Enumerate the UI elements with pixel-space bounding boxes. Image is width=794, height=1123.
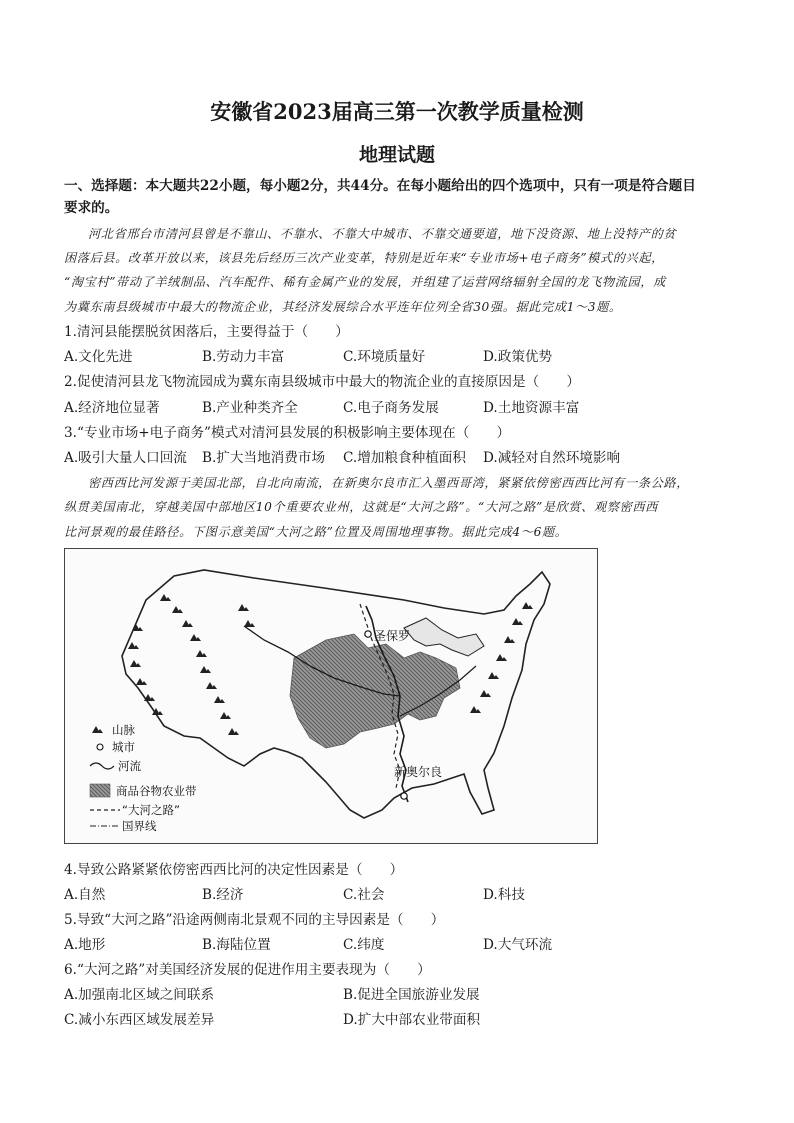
legend-label-grain-belt: 商品谷物农业带 [116,784,197,798]
question-2-option-a: A.经济地位显著 [64,400,160,416]
question-3-option-b: B.扩大当地消费市场 [202,450,326,466]
question-2-stem: 2.促使清河县龙飞物流园成为冀东南县级城市中最大的物流企业的直接原因是（ ） [64,374,580,390]
question-3-option-d: D.减轻对自然环境影响 [483,450,621,466]
grain-belt-icon [90,784,110,797]
legend-label-border: 国界线 [122,819,157,833]
city-icon [97,744,103,750]
passage1-line: 河北省邢台市清河县曾是不靠山、不靠水、不靠大中城市、不靠交通要道，地下没资源、地上没特产的贫 [88,227,677,241]
passage1-line: 为冀东南县级城市中最大的物流企业，其经济发展综合水平连年位列全省30强。据此完成1～3题。 [64,300,622,314]
question-4-option-c: C.社会 [343,887,385,903]
question-5-option-b: B.海陆位置 [202,937,271,953]
legend-label-mountain: 山脉 [112,723,135,737]
legend-label-road: “大河之路” [122,803,180,817]
question-6-stem: 6.“大河之路”对美国经济发展的促进作用主要表现为（ ） [64,962,431,978]
city-marker-new-orleans [401,793,407,799]
usa-river-road-map [64,548,598,844]
passage2-line: 纵贯美国南北，穿越美国中部地区10个重要农业州，这就是“大河之路”。“大河之路”是欣赏、观察密西西 [64,500,658,514]
question-5-option-d: D.大气环流 [483,937,553,953]
passage2-line: 密西西比河发源于美国北部，自北向南流，在新奥尔良市汇入墨西哥湾，紧紧依傍密西西比河有一条公路， [88,476,690,490]
legend-label-city: 城市 [112,740,135,754]
question-1-option-a: A.文化先进 [64,349,133,365]
exam-subtitle: 地理试题 [358,144,435,166]
question-1-option-d: D.政策优势 [483,349,553,365]
question-4-option-d: D.科技 [483,887,525,903]
question-5-option-a: A.地形 [64,937,106,953]
question-5-option-c: C.纬度 [343,937,385,953]
question-1-stem: 1.清河县能摆脱贫困落后，主要得益于（ ） [64,324,349,340]
section-heading-line1: 一、选择题：本大题共22小题，每小题2分，共44分。在每小题给出的四个选项中，只有一项是符合题目 [64,178,696,194]
question-2-option-d: D.土地资源丰富 [483,400,580,416]
question-2-option-c: C.电子商务发展 [343,400,439,416]
question-3-option-c: C.增加粮食种植面积 [343,450,466,466]
question-3-option-a: A.吸引大量人口回流 [64,450,187,466]
question-1-option-c: C.环境质量好 [343,349,426,365]
question-6-option-b: B.促进全国旅游业发展 [343,987,480,1003]
city-marker-saint-paul [365,631,371,637]
question-1-option-b: B.劳动力丰富 [202,349,285,365]
question-6-option-a: A.加强南北区域之间联系 [64,987,215,1003]
section-heading-line2: 要求的。 [64,200,119,216]
passage2-line: 比河景观的最佳路径。下图示意美国“大河之路”位置及周围地理事物。据此完成4～6题。 [64,525,568,539]
city-label-saint-paul: 圣保罗 [374,629,411,643]
question-4-option-b: B.经济 [202,887,244,903]
question-4-stem: 4.导致公路紧紧依傍密西西比河的决定性因素是（ ） [64,862,404,878]
legend-label-river: 河流 [118,759,141,773]
passage1-line: “淘宝村”带动了羊绒制品、汽车配件、稀有金属产业的发展，并组建了运营网络辐射全国的龙飞物流园，成 [64,275,666,289]
question-5-stem: 5.导致“大河之路”沿途两侧南北景观不同的主导因素是（ ） [64,912,445,928]
city-label-new-orleans: 新奥尔良 [394,765,443,779]
question-2-option-b: B.产业种类齐全 [202,400,298,416]
question-6-option-c: C.减小东西区域发展差异 [64,1012,215,1028]
passage1-line: 困落后县。改革开放以来，该县先后经历三次产业变革，特别是近年来“专业市场+电子商务”模式的兴起， [64,251,664,265]
question-6-option-d: D.扩大中部农业带面积 [343,1012,481,1028]
question-4-option-a: A.自然 [64,887,106,903]
exam-title: 安徽省2023届高三第一次教学质量检测 [210,99,584,124]
question-3-stem: 3.“专业市场+电子商务”模式对清河县发展的积极影响主要体现在（ ） [64,425,511,441]
